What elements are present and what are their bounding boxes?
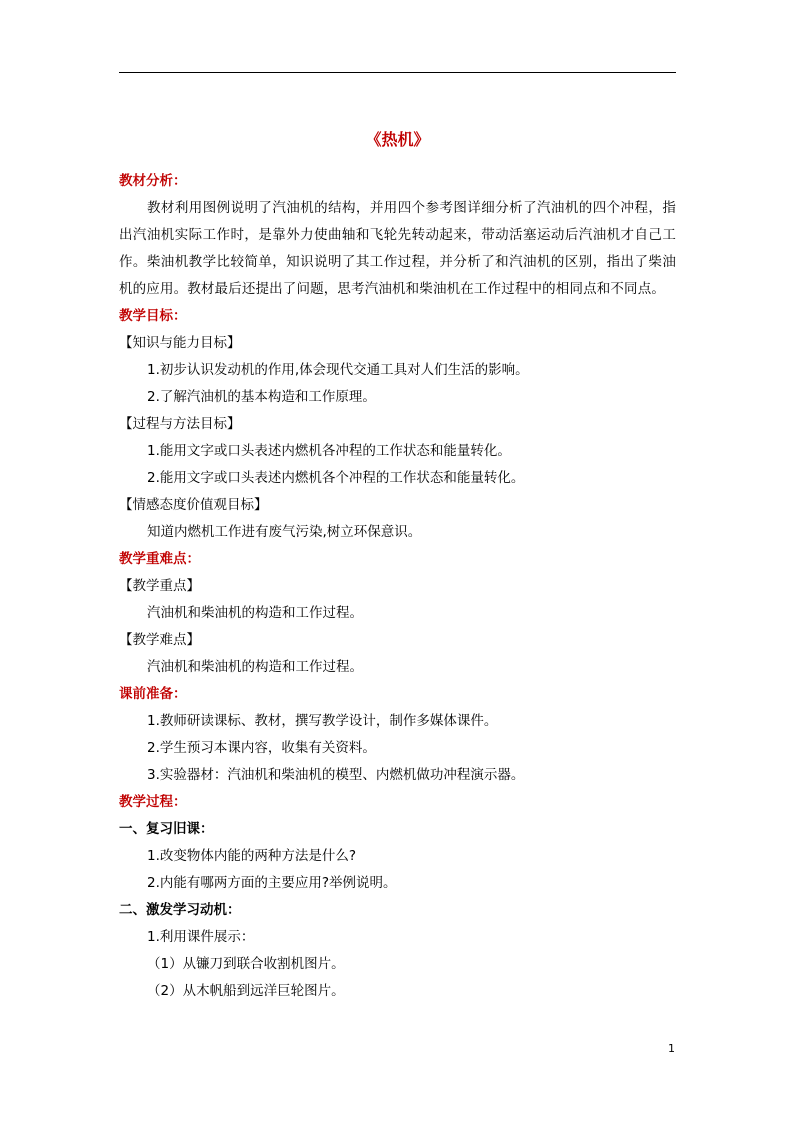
preparation-item: 1.教师研读课标、教材，撰写教学设计，制作多媒体课件。 bbox=[147, 713, 498, 729]
process-goal-item: 1.能用文字或口头表述内燃机各冲程的工作状态和能量转化。 bbox=[147, 443, 511, 459]
section-heading-preparation: 课前准备： bbox=[119, 686, 187, 702]
process-goal-item: 2.能用文字或口头表述内燃机各个冲程的工作状态和能量转化。 bbox=[147, 470, 525, 486]
preparation-item: 2.学生预习本课内容，收集有关资料。 bbox=[147, 740, 376, 756]
review-item: 1.改变物体内能的两种方法是什么? bbox=[147, 848, 357, 864]
section-heading-goals: 教学目标： bbox=[119, 308, 187, 324]
motivate-item: 1.利用课件展示： bbox=[147, 929, 255, 945]
page-number: 1 bbox=[668, 1042, 675, 1055]
section-heading-process: 教学过程： bbox=[119, 794, 187, 810]
emotion-goal-text: 知道内燃机工作进有废气污染,树立环保意识。 bbox=[147, 524, 422, 540]
motivate-heading: 二、激发学习动机： bbox=[119, 902, 241, 918]
difficulty-label: 【教学难点】 bbox=[119, 632, 200, 648]
header-rule bbox=[119, 72, 676, 73]
focus-text: 汽油机和柴油机的构造和工作过程。 bbox=[147, 605, 363, 621]
preparation-item: 3.实验器材：汽油机和柴油机的模型、内燃机做功冲程演示器。 bbox=[147, 767, 525, 783]
knowledge-goal-label: 【知识与能力目标】 bbox=[119, 335, 241, 351]
focus-label: 【教学重点】 bbox=[119, 578, 200, 594]
review-heading: 一、复习旧课： bbox=[119, 821, 214, 837]
difficulty-text: 汽油机和柴油机的构造和工作过程。 bbox=[147, 659, 363, 675]
motivate-item: （1）从镰刀到联合收割机图片。 bbox=[147, 956, 345, 972]
review-item: 2.内能有哪两方面的主要应用?举例说明。 bbox=[147, 875, 397, 891]
motivate-item: （2）从木帆船到远洋巨轮图片。 bbox=[147, 983, 345, 999]
document-title: 《热机》 bbox=[365, 130, 430, 149]
knowledge-goal-item: 1.初步认识发动机的作用,体会现代交通工具对人们生活的影响。 bbox=[147, 362, 529, 378]
knowledge-goal-item: 2.了解汽油机的基本构造和工作原理。 bbox=[147, 389, 376, 405]
analysis-paragraph: 教材利用图例说明了汽油机的结构，并用四个参考图详细分析了汽油机的四个冲程，指出汽油机实际工作时，是靠外力使曲轴和飞轮先转动起来，带动活塞运动后汽油机才自己工作。柴油机教学比较简单，知识说明了其工作过程，并分析了和汽油机的区别，指出了柴油机的应用。教材最后还提出了问题，思考汽油机和柴油机在工作过程中的相同点和不同点。 bbox=[119, 200, 676, 297]
section-heading-analysis: 教材分析： bbox=[119, 173, 187, 189]
emotion-goal-label: 【情感态度价值观目标】 bbox=[119, 497, 268, 513]
process-goal-label: 【过程与方法目标】 bbox=[119, 416, 241, 432]
document-body bbox=[119, 126, 676, 1005]
section-heading-keypoints: 教学重难点： bbox=[119, 551, 200, 567]
